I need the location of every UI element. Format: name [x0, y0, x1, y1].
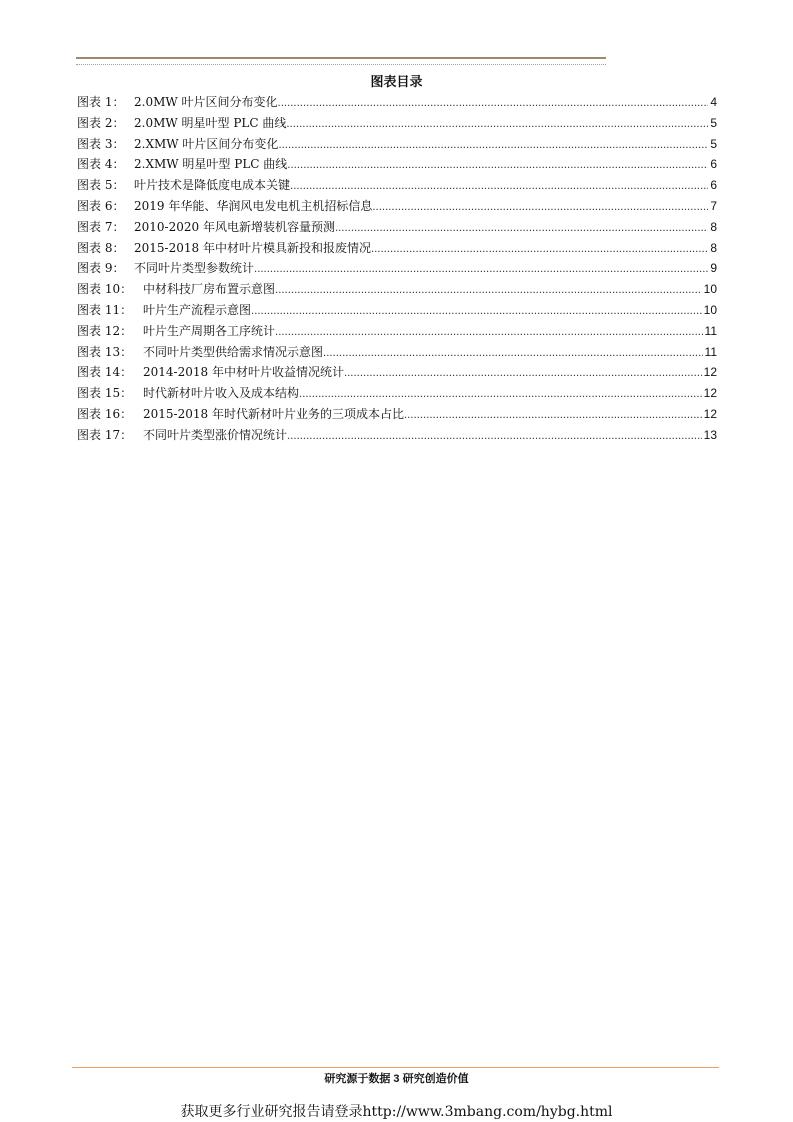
toc-entry[interactable] — [77, 300, 717, 321]
toc-leader-dots — [275, 323, 703, 344]
toc-entry-page: 10 — [703, 282, 717, 297]
toc-entry-title: 2.0MW 明星叶型 PLC 曲线 — [134, 115, 287, 130]
toc-leader-dots — [287, 156, 708, 177]
toc-entry-page: 7 — [710, 198, 717, 213]
toc-entry-page: 11 — [704, 323, 717, 338]
toc-entry-page: 9 — [710, 261, 717, 276]
toc-entry-label: 图表 11： — [77, 302, 133, 317]
toc-entry-page: 6 — [710, 157, 717, 172]
toc-entry[interactable] — [77, 342, 717, 363]
toc-entry-label: 图表 7： — [77, 219, 125, 234]
promo-link-text[interactable]: 获取更多行业研究报告请登录http://www.3mbang.com/hybg.html — [180, 1104, 613, 1120]
toc-entry-page: 5 — [710, 136, 717, 151]
toc-leader-dots — [344, 364, 702, 385]
toc-entry-label: 图表 6： — [77, 198, 125, 213]
toc-entry-title: 2015-2018 年时代新材叶片业务的三项成本占比 — [143, 406, 404, 421]
footer-rule — [72, 1067, 719, 1068]
toc-leader-dots — [251, 302, 702, 323]
toc-entry-label: 图表 8： — [77, 240, 125, 255]
toc-entry[interactable] — [77, 154, 717, 175]
toc-entry-page: 13 — [703, 427, 717, 442]
toc-title: 图表目录 — [370, 75, 423, 90]
toc-entry-title: 叶片生产流程示意图 — [143, 302, 252, 317]
toc-entry-title: 时代新材叶片收入及成本结构 — [143, 386, 300, 401]
toc-entry[interactable] — [77, 238, 717, 259]
toc-entry-page: 6 — [710, 178, 717, 193]
toc-entry-title: 不同叶片类型供给需求情况示意图 — [143, 344, 324, 359]
toc-entry[interactable] — [77, 383, 717, 404]
toc-entry-title: 叶片生产周期各工序统计 — [143, 323, 276, 338]
toc-entry-label: 图表 10： — [77, 282, 133, 297]
toc-leader-dots — [323, 344, 703, 365]
toc-entry[interactable] — [77, 321, 717, 342]
toc-entry-label: 图表 14： — [77, 365, 133, 380]
toc-entry[interactable] — [77, 217, 717, 238]
toc-leader-dots — [278, 136, 708, 157]
toc-entry-page: 8 — [710, 240, 717, 255]
toc-leader-dots — [287, 427, 702, 448]
toc-entry[interactable] — [77, 404, 717, 425]
toc-entry[interactable] — [77, 134, 717, 155]
toc-entry-title: 叶片技术是降低度电成本关键 — [134, 178, 291, 193]
toc-entry-label: 图表 13： — [77, 344, 133, 359]
header-rule — [76, 57, 606, 59]
toc-entry-label: 图表 3： — [77, 136, 125, 151]
toc-entry[interactable] — [77, 175, 717, 196]
toc-entry-label: 图表 2： — [77, 115, 125, 130]
toc-entry-title: 中材科技厂房布置示意图 — [143, 282, 276, 297]
footer-slogan: 研究源于数据 3 研究创造价值 — [324, 1073, 469, 1085]
toc-leader-dots — [371, 240, 708, 261]
toc-entry-page: 8 — [710, 219, 717, 234]
toc-entry[interactable] — [77, 425, 717, 446]
toc-entry-page: 12 — [703, 406, 717, 421]
toc-leader-dots — [290, 177, 708, 198]
toc-entry[interactable] — [77, 258, 717, 279]
toc-entry-label: 图表 4： — [77, 157, 125, 172]
toc-entry-title: 不同叶片类型参数统计 — [134, 261, 255, 276]
toc-entry-title: 2010-2020 年风电新增装机容量预测 — [134, 219, 335, 234]
toc-list — [77, 92, 717, 446]
toc-leader-dots — [278, 94, 709, 115]
toc-entry-label: 图表 16： — [77, 406, 133, 421]
toc-entry-title: 2.0MW 叶片区间分布变化 — [134, 95, 278, 109]
toc-leader-dots — [299, 385, 702, 406]
toc-entry-label: 图表 17： — [77, 427, 133, 442]
toc-entry-label: 图表 9： — [77, 261, 125, 276]
toc-leader-dots — [286, 115, 708, 136]
toc-entry-page: 4 — [710, 95, 717, 109]
toc-leader-dots — [335, 219, 708, 240]
toc-entry-page: 12 — [703, 386, 717, 401]
toc-entry-page: 11 — [704, 344, 717, 359]
toc-leader-dots — [404, 406, 702, 427]
toc-leader-dots — [372, 198, 708, 219]
toc-entry-label: 图表 15： — [77, 386, 133, 401]
toc-entry-title: 2.XMW 明星叶型 PLC 曲线 — [134, 157, 288, 172]
toc-entry-label: 图表 5： — [77, 178, 125, 193]
toc-entry-title: 2019 年华能、华润风电发电机主机招标信息 — [134, 198, 373, 213]
toc-entry-label: 图表 1： — [77, 95, 125, 109]
toc-leader-dots — [254, 260, 708, 281]
toc-entry[interactable] — [77, 113, 717, 134]
toc-entry[interactable] — [77, 362, 717, 383]
toc-entry-label: 图表 12： — [77, 323, 133, 338]
toc-entry[interactable] — [77, 196, 717, 217]
toc-entry-title: 2014-2018 年中材叶片收益情况统计 — [143, 365, 344, 380]
header-dotted-rule — [76, 64, 606, 65]
toc-entry-page: 10 — [703, 302, 717, 317]
toc-entry-title: 不同叶片类型涨价情况统计 — [143, 427, 288, 442]
toc-entry[interactable] — [77, 92, 717, 113]
toc-leader-dots — [275, 281, 702, 302]
toc-entry-page: 5 — [710, 115, 717, 130]
toc-entry[interactable] — [77, 279, 717, 300]
toc-entry-title: 2.XMW 叶片区间分布变化 — [134, 136, 279, 151]
toc-entry-title: 2015-2018 年中材叶片模具新投和报废情况 — [134, 240, 371, 255]
toc-entry-page: 12 — [703, 365, 717, 380]
